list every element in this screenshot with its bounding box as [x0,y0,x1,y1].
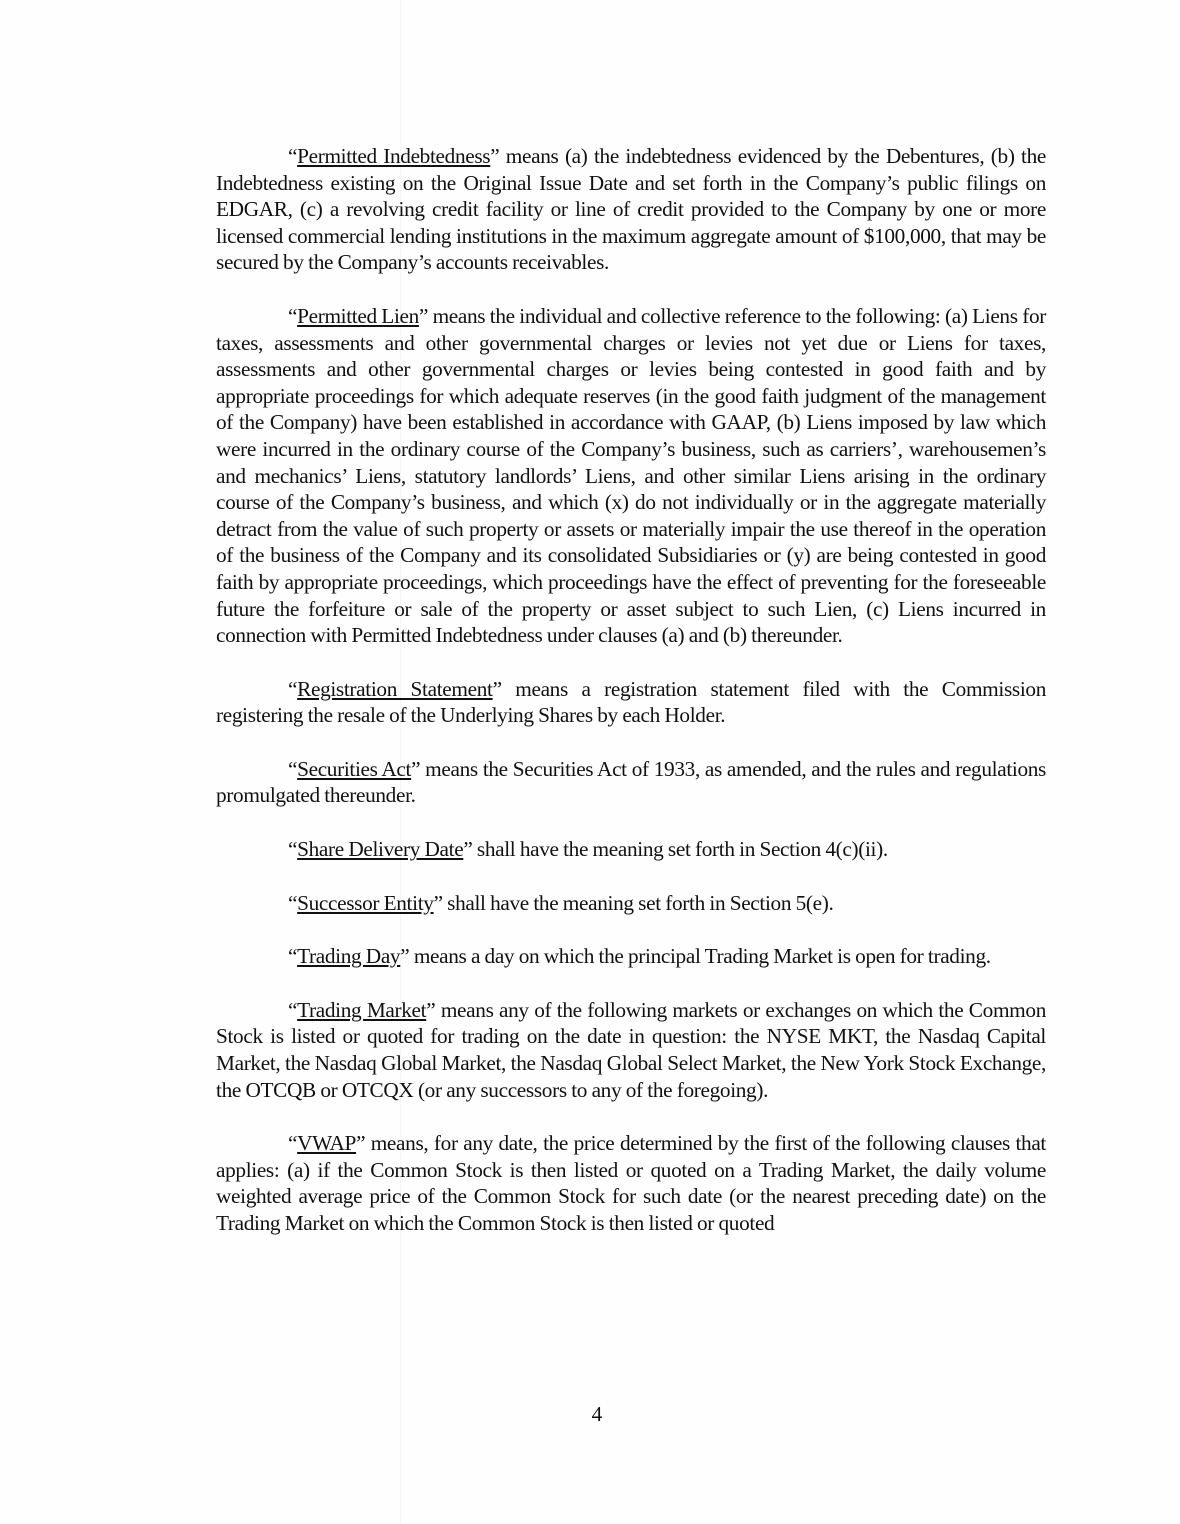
defined-term: Permitted Lien [297,303,419,328]
definition-trading-market: “Trading Market” means any of the following markets or exchanges on which the Common Stock is listed or quoted for trading on the date in question: the NYSE MKT, the Nasdaq Capital Market, the Nasdaq Global Market, the Nasdaq Global Select Market, the New York Stock Exchange, the OTCQB or OTCQX (or any successors to any of the foregoing). [216,997,1046,1102]
page-number: 4 [591,1402,603,1426]
definition-text: means (a) the indebtedness evidenced by the Debentures, (b) the Indebtedness existing on the Original Issue Date and set forth in the Company’s public filings on EDGAR, (c) a revolving credit facility or line of credit provided to the Company by one or more licensed commercial lending institutions in the maximum aggregate amount of $100,000, that may be secured by the Company’s accounts receivables. [216,144,1046,275]
definition-text: means the individual and collective reference to the following: (a) Liens for taxes, assessments and other governmental charges or levies not yet due or Liens for taxes, assessments and other governmental charges or levies being contested in good faith and by appropriate proceedings for which adequate reserves (in the good faith judgment of the management of the Company) have been established in accordance with GAAP, (b) Liens imposed by law which were incurred in the ordinary course of the Company’s business, such as carriers’, warehousemen’s and mechanics’ Liens, statutory landlords’ Liens, and other similar Liens arising in the ordinary course of the Company’s business, and which (x) do not individually or in the aggregate materially detract from the value of such property or assets or materially impair the use thereof in the operation of the business of the Company and its consolidated Subsidiaries or (y) are being contested in good faith by appropriate proceedings, which proceedings have the effect of preventing for the foreseeable future the forfeiture or sale of the property or asset subject to such Lien, (c) Liens incurred in connection with Permitted Indebtedness under clauses (a) and (b) thereunder. [216,303,1046,648]
definition-text: means, for any date, the price determined by the first of the following clauses that applies: (a) if the Common Stock is then listed or quoted on a Trading Market, the daily volume weighted average price of the Common Stock for such date (or the nearest preceding date) on the Trading Market on which the Common Stock is then listed or quoted [216,1131,1046,1235]
definition-registration-statement: “Registration Statement” means a registration statement filed with the Commission registering the resale of the Underlying Shares by each Holder. [216,676,1047,728]
defined-term: Successor Entity [297,890,434,915]
definition-text: shall have the meaning set forth in Section 4(c)(ii). [472,837,888,862]
definition-share-delivery-date: “Share Delivery Date” shall have the meaning set forth in Section 4(c)(ii). [288,837,888,862]
definition-vwap: “VWAP” means, for any date, the price determined by the first of the following clauses that applies: (a) if the Common Stock is then listed or quoted on a Trading Market, the daily volume weighted average price of the Common Stock for such date (or the nearest preceding date) on the Trading Market on which the Common Stock is then listed or quoted [216,1131,1046,1235]
definition-text: means a registration statement filed with the Commission registering the resale of the Underlying Shares by each Holder. [216,676,1047,728]
definition-text: means a day on which the principal Trading Market is open for trading. [409,944,991,969]
definition-trading-day: “Trading Day” means a day on which the principal Trading Market is open for trading. [288,944,991,969]
defined-term: Registration Statement [297,676,493,701]
document-body [216,143,1046,1264]
definition-text: means the Securities Act of 1933, as amended, and the rules and regulations promulgated thereunder. [216,756,1046,808]
defined-term: Share Delivery Date [297,837,464,862]
definition-permitted-lien: “Permitted Lien” means the individual and collective reference to the following: (a) Liens for taxes, assessments and other governmental charges or levies not yet due or Liens for taxes, assessments and other governmental charges or levies being contested in good faith and by appropriate proceedings for which adequate reserves (in the good faith judgment of the management of the Company) have been established in accordance with GAAP, (b) Liens imposed by law which were incurred in the ordinary course of the Company’s business, such as carriers’, warehousemen’s and mechanics’ Liens, statutory landlords’ Liens, and other similar Liens arising in the ordinary course of the Company’s business, and which (x) do not individually or in the aggregate materially detract from the value of such property or assets or materially impair the use thereof in the operation of the business of the Company and its consolidated Subsidiaries or (y) are being contested in good faith by appropriate proceedings, which proceedings have the effect of preventing for the foreseeable future the forfeiture or sale of the property or asset subject to such Lien, (c) Liens incurred in connection with Permitted Indebtedness under clauses (a) and (b) thereunder. [216,303,1046,648]
defined-term: Trading Day [297,944,401,969]
defined-term: Securities Act [297,756,412,781]
definition-successor-entity: “Successor Entity” shall have the meaning set forth in Section 5(e). [288,890,834,915]
definition-text: means any of the following markets or exchanges on which the Common Stock is listed or quoted for trading on the date in question: the NYSE MKT, the Nasdaq Capital Market, the Nasdaq Global Market, the Nasdaq Global Select Market, the New York Stock Exchange, the OTCQB or OTCQX (or any successors to any of the foregoing). [216,997,1046,1102]
defined-term: VWAP [297,1131,357,1156]
defined-term: Permitted Indebtedness [297,144,491,168]
definition-securities-act: “Securities Act” means the Securities Act of 1933, as amended, and the rules and regulations promulgated thereunder. [216,756,1046,808]
defined-term: Trading Market [297,997,427,1022]
definition-permitted-indebtedness: “Permitted Indebtedness” means (a) the indebtedness evidenced by the Debentures, (b) the Indebtedness existing on the Original Issue Date and set forth in the Company’s public filings on EDGAR, (c) a revolving credit facility or line of credit provided to the Company by one or more licensed commercial lending institutions in the maximum aggregate amount of $100,000, that may be secured by the Company’s accounts receivables. [216,144,1046,275]
definition-text: shall have the meaning set forth in Section 5(e). [442,890,834,915]
